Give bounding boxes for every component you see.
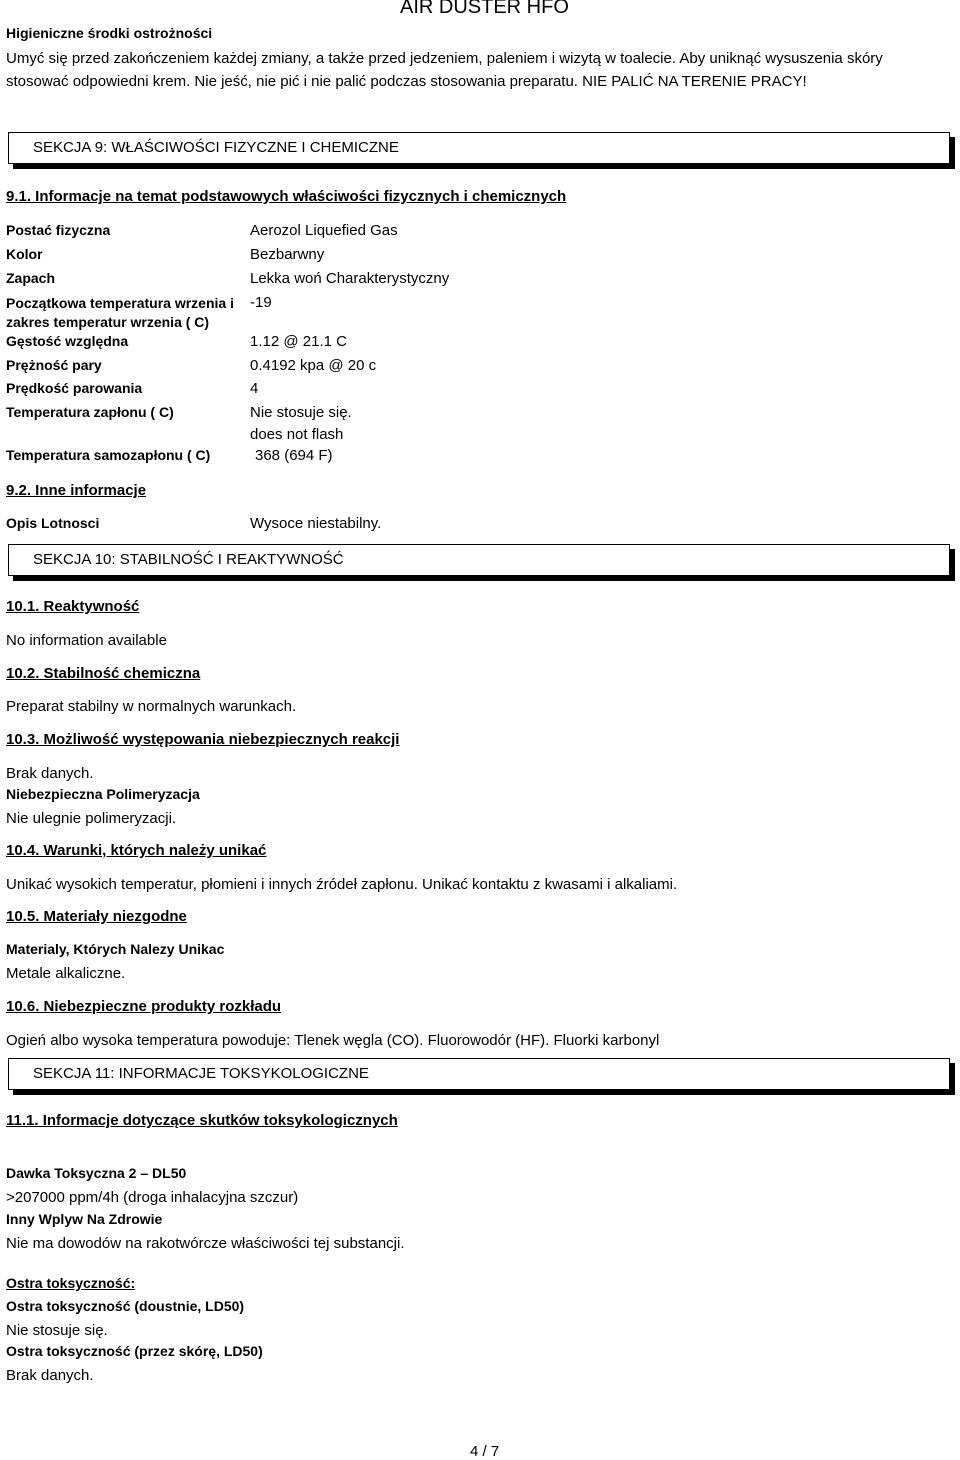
prop-value-relative-density: 1.12 @ 21.1 C	[250, 333, 347, 350]
subsection-11-1-heading: 11.1. Informacje dotyczące skutków toksykologicznych	[6, 1112, 398, 1129]
prop-label-color: Kolor	[6, 246, 43, 262]
hazardous-reactions-text: Brak danych.	[6, 765, 94, 782]
prop-value-boiling-point: -19	[250, 294, 272, 311]
subsection-10-6-heading: 10.6. Niebezpieczne produkty rozkładu	[6, 998, 282, 1015]
conditions-to-avoid-text: Unikać wysokich temperatur, płomieni i innych źródeł zapłonu. Unikać kontaktu z kwasami i alkaliami.	[6, 876, 678, 893]
prop-value-evaporation-rate: 4	[250, 380, 259, 397]
prop-label-volatility: Opis Lotnosci	[6, 515, 100, 531]
prop-label-relative-density: Gęstość względna	[6, 333, 129, 349]
stability-text: Preparat stabilny w normalnych warunkach.	[6, 698, 297, 715]
prop-label-boiling-point: Początkowa temperatura wrzenia i zakres temperatur wrzenia ( C)	[6, 295, 234, 330]
page-number: 4 / 7	[470, 1443, 500, 1460]
section-11-title: SEKCJA 11: INFORMACJE TOKSYKOLOGICZNE	[33, 1065, 369, 1082]
subsection-10-3-heading: 10.3. Możliwość występowania niebezpiecznych reakcji	[6, 731, 400, 748]
prop-value-physical-state: Aerozol Liquefied Gas	[250, 222, 398, 239]
subsection-10-4-heading: 10.4. Warunki, których należy unikać	[6, 842, 267, 859]
prop-value-vapor-pressure: 0.4192 kpa @ 20 c	[250, 357, 377, 374]
subsection-10-5-heading: 10.5. Materiały niezgodne	[6, 908, 187, 925]
toxic-dose-value: >207000 ppm/4h (droga inhalacyjna szczur)	[6, 1189, 299, 1206]
prop-label-autoignition: Temperatura samozapłonu ( C)	[6, 447, 211, 463]
subsection-9-2-heading: 9.2. Inne informacje	[6, 482, 147, 499]
subsection-10-1-heading: 10.1. Reaktywność	[6, 598, 140, 615]
prop-value-flash-point: Nie stosuje się.	[250, 404, 352, 421]
prop-value-flash-point-note: does not flash	[250, 426, 344, 443]
decomposition-products-text: Ogień albo wysoka temperatura powoduje: Tlenek węgla (CO). Fluorowodór (HF). Fluorki karbonyl	[6, 1032, 660, 1049]
section-11-bar	[8, 1058, 950, 1090]
prop-label-evaporation-rate: Prędkość parowania	[6, 380, 143, 396]
reactivity-text: No information available	[6, 632, 167, 649]
acute-toxicity-heading: Ostra toksyczność:	[6, 1275, 136, 1291]
section-10-title: SEKCJA 10: STABILNOŚĆ I REAKTYWNOŚĆ	[33, 551, 344, 568]
materials-to-avoid-label: Materialy, Których Nalezy Unikac	[6, 941, 225, 957]
prop-label-odor: Zapach	[6, 270, 56, 286]
oral-toxicity-label: Ostra toksyczność (doustnie, LD50)	[6, 1298, 245, 1314]
prop-label-flash-point: Temperatura zapłonu ( C)	[6, 404, 174, 420]
prop-value-volatility: Wysoce niestabilny.	[250, 515, 382, 532]
prop-value-autoignition: 368 (694 F)	[255, 447, 333, 464]
section-9-title: SEKCJA 9: WŁAŚCIWOŚCI FIZYCZNE I CHEMICZNE	[33, 139, 399, 156]
subsection-10-2-heading: 10.2. Stabilność chemiczna	[6, 665, 201, 682]
polymerization-text: Nie ulegnie polimeryzacji.	[6, 810, 177, 827]
materials-to-avoid-text: Metale alkaliczne.	[6, 965, 126, 982]
hygiene-heading: Higieniczne środki ostrożności	[6, 25, 213, 41]
polymerization-label: Niebezpieczna Polimeryzacja	[6, 786, 200, 802]
toxic-dose-label: Dawka Toksyczna 2 – DL50	[6, 1165, 187, 1181]
prop-value-color: Bezbarwny	[250, 246, 325, 263]
other-health-effects-label: Inny Wplyw Na Zdrowie	[6, 1211, 163, 1227]
dermal-toxicity-label: Ostra toksyczność (przez skórę, LD50)	[6, 1343, 263, 1359]
section-10-bar	[8, 544, 950, 576]
dermal-toxicity-value: Brak danych.	[6, 1367, 94, 1384]
prop-label-vapor-pressure: Prężność pary	[6, 357, 102, 373]
subsection-9-1-heading: 9.1. Informacje na temat podstawowych właściwości fizycznych i chemicznych	[6, 188, 567, 205]
oral-toxicity-value: Nie stosuje się.	[6, 1322, 108, 1339]
section-9-bar	[8, 132, 950, 164]
document-title: AIR DUSTER HFO	[400, 0, 569, 18]
prop-value-odor: Lekka woń Charakterystyczny	[250, 270, 450, 287]
hygiene-text: Umyć się przed zakończeniem każdej zmiany, a także przed jedzeniem, paleniem i wizytą w toalecie. Aby uniknąć wysuszenia skóry stosować odpowiedni krem. Nie jeść, nie pić i nie palić podczas stosowania preparatu. NIE PALIĆ NA TERENIE PRACY!	[6, 50, 883, 90]
other-health-effects-value: Nie ma dowodów na rakotwórcze właściwości tej substancji.	[6, 1235, 405, 1252]
prop-label-physical-state: Postać fizyczna	[6, 222, 111, 238]
